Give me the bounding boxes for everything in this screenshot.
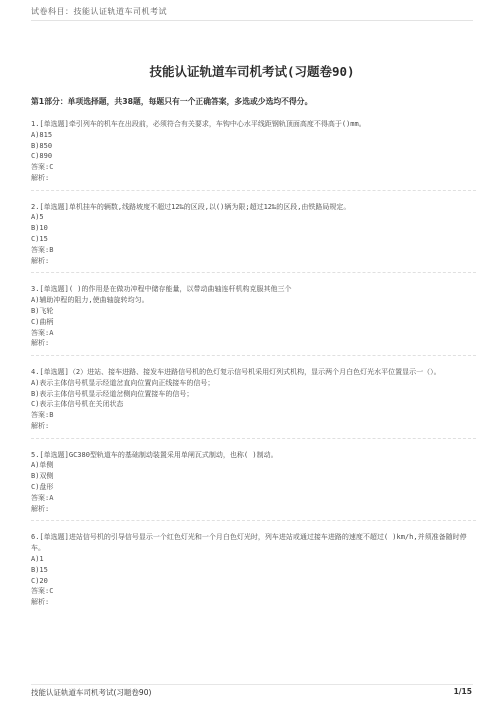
answer: 答案:A <box>31 328 54 337</box>
question-list <box>31 119 476 619</box>
explanation: 解析: <box>31 422 50 430</box>
option-b: B)表示主体信号机显示经道岔侧向位置接车的信号； <box>31 389 194 398</box>
option-b: B)15 <box>31 565 48 574</box>
question-text: 2.[单选题]单机挂车的辆数,线路坡度不超过12‰的区段,以()辆为限;超过12‰的区段,由铁路局规定。 <box>31 202 351 211</box>
question-1 <box>31 119 476 191</box>
option-c: C)890 <box>31 152 53 161</box>
option-c: C)15 <box>31 235 48 244</box>
question-2 <box>31 202 476 274</box>
option-b: B)850 <box>31 141 53 150</box>
explanation: 解析: <box>31 256 50 265</box>
option-c: C)盘形 <box>31 483 54 492</box>
answer: 答案:C <box>31 587 54 596</box>
option-a: A)辅助冲程的阻力,使曲轴旋转均匀。 <box>31 296 149 305</box>
question-divider <box>31 355 476 356</box>
question-divider <box>31 438 476 439</box>
footer-document-title: 技能认证轨道车司机考试(习题卷90) <box>31 688 152 697</box>
question-text: 6.[单选题]进站信号机的引导信号显示一个红色灯光和一个月白色灯光时，列车进站或通过接车进路的速度不超过( )km/h,并须准备随时停车。 <box>31 533 467 553</box>
option-b: B)飞轮 <box>31 306 54 315</box>
exam-subject-header: 试卷科目：技能认证轨道车司机考试 <box>31 7 167 16</box>
question-text: 4.[单选题]（2）进站、接车进路、接发车进路信号机的色灯复示信号机采用灯列式机构，显示两个月白色灯光水平位置显示一（）。 <box>31 368 441 377</box>
page-number: 1/15 <box>453 687 472 696</box>
answer: 答案:C <box>31 163 54 172</box>
question-text: 5.[单选题]GC380型轨道车的基础制动装置采用单闸瓦式制动，也称( )制动。 <box>31 450 278 459</box>
footer-divider <box>31 684 473 685</box>
question-4 <box>31 367 476 439</box>
option-a: A)815 <box>31 130 53 139</box>
header-divider <box>31 20 473 21</box>
question-divider <box>31 520 476 521</box>
explanation: 解析: <box>31 598 50 607</box>
section-intro: 第1部分：单项选择题，共38题，每题只有一个正确答案，多选或少选均不得分。 <box>31 97 313 106</box>
answer: 答案:B <box>31 411 54 420</box>
option-c: C)表示主体信号机在关闭状态 <box>31 400 124 409</box>
question-5 <box>31 450 476 522</box>
question-3 <box>31 284 476 356</box>
option-c: C)20 <box>31 576 48 585</box>
document-title: 技能认证轨道车司机考试(习题卷90) <box>149 64 355 79</box>
question-text: 1.[单选题]牵引列车的机车在出段前，必须符合有关要求，车钩中心水平线距钢轨顶面高度不得高于()mm。 <box>31 120 366 128</box>
option-a: A)1 <box>31 554 44 563</box>
option-a: A)5 <box>31 213 44 222</box>
option-a: A)表示主体信号机显示经道岔直向位置向正线接车的信号； <box>31 378 215 387</box>
answer: 答案:B <box>31 245 54 254</box>
answer: 答案:A <box>31 493 54 502</box>
explanation: 解析: <box>31 173 50 182</box>
question-divider <box>31 272 476 273</box>
explanation: 解析: <box>31 504 50 513</box>
question-divider <box>31 190 476 191</box>
question-6 <box>31 532 476 608</box>
option-a: A)单侧 <box>31 461 54 470</box>
option-c: C)曲柄 <box>31 317 54 326</box>
option-b: B)10 <box>31 224 48 233</box>
explanation: 解析: <box>31 339 50 348</box>
option-b: B)双侧 <box>31 472 54 481</box>
question-text: 3.[单选题]( )的作用是在做功冲程中储存能量，以带动曲轴连杆机构克服其他三个 <box>31 285 292 294</box>
